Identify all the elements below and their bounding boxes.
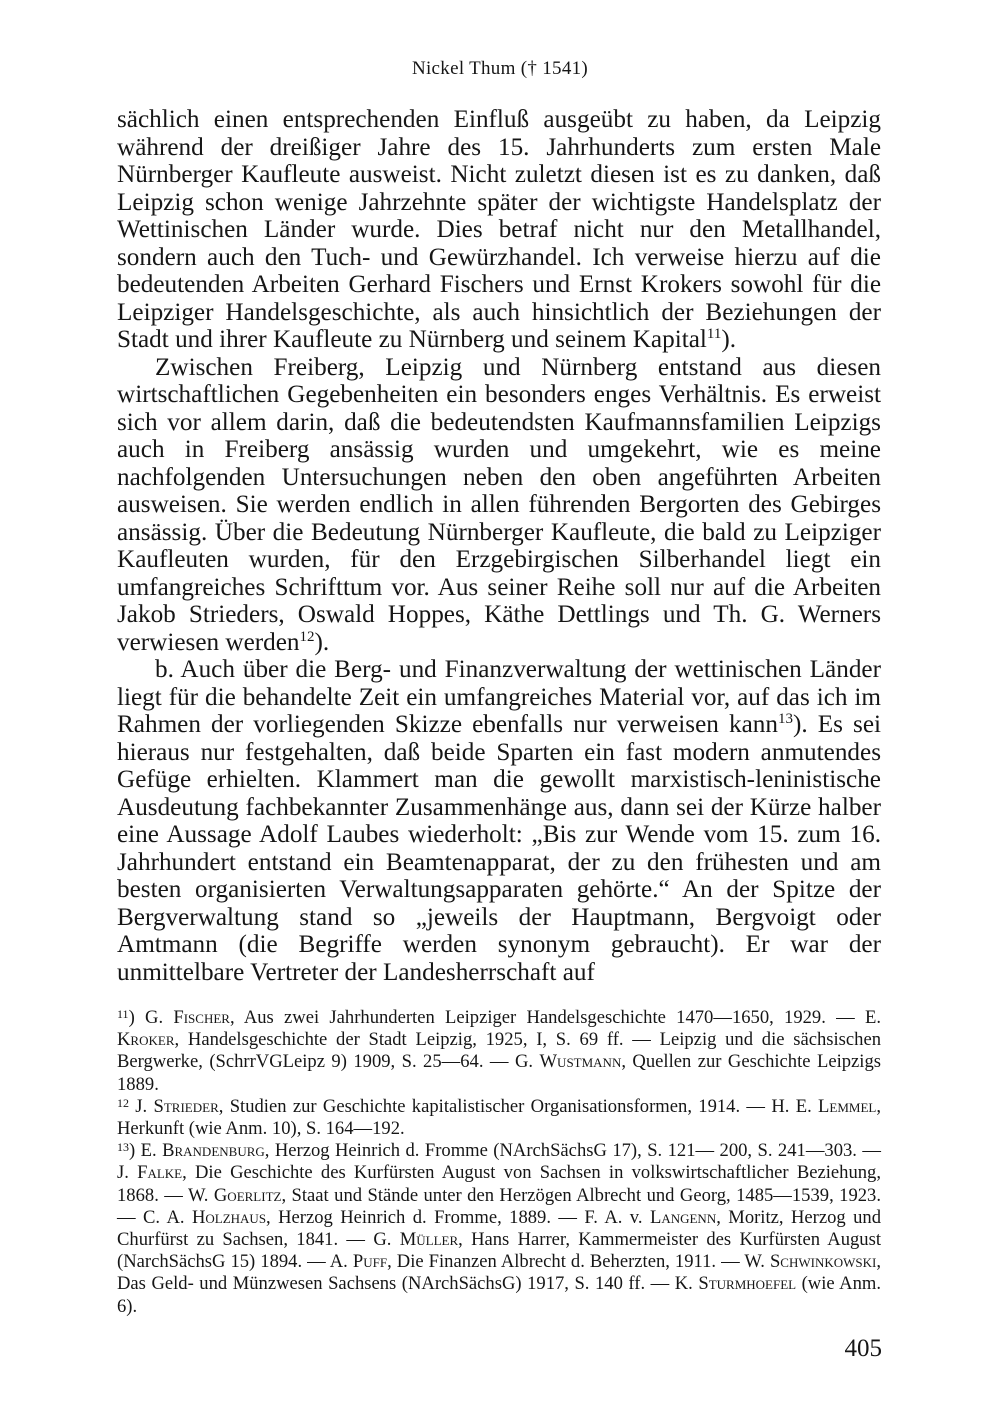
running-header: Nickel Thum († 1541) [411, 58, 589, 79]
paragraph-3 [117, 656, 881, 986]
footnote-12-mark: 12 [117, 1095, 129, 1110]
footnote-text: (wie Anm. 6). [117, 1273, 881, 1317]
footnotes [117, 1007, 881, 1318]
paragraph-2-text: Zwischen Freiberg, Leipzig und Nürnberg entstand aus diesen wirtschaftlichen Gegebenheiten ein besonders enges Verhältnis. Es erweist sich vor allem darin, daß die bedeutendsten Kaufmannsfamilien Leipzigs auch in Freiberg ansässig wurden und umgekehrt, wie es meine nachfolgenden Untersuchungen neben den oben angeführten Arbeiten ausweisen. Sie werden endlich in allen führenden Bergorten des Gebirges ansässig. Über die Bedeutung Nürnberger Kaufleute, die bald zu Leipziger Kaufleuten wurden, für den Erzgebirgischen Silberhandel liegt ein umfangreiches Schrifttum vor. Aus seiner Reihe soll nur auf die Arbeiten Jakob Strieders, Oswald Hoppes, Käthe Dettlings und Th. G. Werners verwiesen werden [117, 353, 881, 656]
footnote-ref-12: 12 [299, 628, 315, 645]
page-number: 405 [844, 1335, 882, 1362]
author-name: Puff [352, 1251, 388, 1273]
author-name: Wustmann [539, 1051, 622, 1073]
paragraph-1-tail: ). [721, 326, 737, 353]
footnote-text: , Studien zur Geschichte kapitalistischer Organisationsformen, 1914. — H. E. [218, 1095, 819, 1117]
footnote-text: , Die Geschichte des Kurfürsten August von Sachsen in volkswirtschaftlicher Beziehung, 1868. — W. [117, 1162, 881, 1206]
author-name: Goerlitz [213, 1184, 282, 1206]
footnote-text: G. [145, 1007, 174, 1028]
footnote-text: , Das Geld- und Münzwesen Sachsens (NArchSächsG) 1917, S. 140 ff. — K. [117, 1251, 881, 1295]
footnote-text: , Herkunft (wie Anm. 10), S. 164—192. [117, 1095, 881, 1140]
footnote-13-mark: 13 [117, 1140, 129, 1155]
footnote-text: , Herzog Heinrich d. Fromme (NArchSächsG 17), S. 121— 200, S. 241—303. — J. [117, 1140, 881, 1184]
author-name: Kroker [117, 1029, 175, 1051]
footnote-13 [117, 1140, 881, 1318]
footnote-11-mark-tail: ) [128, 1007, 135, 1028]
footnote-text: , Herzog Heinrich d. Fromme, 1889. — F. A. v. [266, 1206, 650, 1228]
paragraph-2 [117, 354, 881, 657]
footnote-text: , Die Finanzen Albrecht d. Beherzten, 1911. — W. [387, 1251, 770, 1273]
main-text [117, 106, 881, 986]
author-name: Fischer [173, 1007, 230, 1028]
author-name: Langenn [649, 1206, 717, 1228]
footnote-11 [117, 1007, 881, 1096]
paragraph-3-text-b: ). Es sei hieraus nur festgehalten, daß beide Sparten ein fast modern anmutendes Gefüge erhielten. Klammert man die gewollt marxistisch-leninistische Ausdeutung fachbekannter Zusammenhänge aus, dann sei der Kürze halber eine Aussage Adolf Laubes wiederholt: „Bis zur Wende vom 15. zum 16. Jahrhundert entstand ein Beamtenapparat, der zu den frühesten und am besten organisierten Verwaltungsapparaten gehörte.“ An der Spitze der Bergverwaltung stand so „jeweils der Hauptmann, Bergvoigt oder Amtmann (die Begriffe werden synonym gebraucht). Er war der unmittelbare Vertreter der Landesherrschaft auf [117, 711, 881, 986]
footnote-text: E. [135, 1140, 163, 1162]
author-name: Brandenburg [162, 1140, 265, 1162]
paragraph-2-tail: ). [314, 628, 330, 656]
footnote-12 [117, 1096, 881, 1140]
footnote-text: , Aus zwei Jahrhunderten Leipziger Handelsgeschichte 1470—1650, 1929. — E. [229, 1007, 881, 1028]
footnote-text: J. [129, 1095, 154, 1117]
author-name: Falke [137, 1162, 183, 1184]
author-name: Strieder [153, 1095, 219, 1117]
paragraph-1-text: sächlich einen entsprechenden Einfluß ausgeübt zu haben, da Leipzig während der dreißiger Jahre des 15. Jahrhunderts zum ersten Male Nürnberger Kaufleute ausweist. Nicht zuletzt diesen ist es zu danken, daß Leipzig schon wenige Jahrzehnte später der wichtigste Handelsplatz der Wettinischen Länder wurde. Dies betraf nicht nur den Metallhandel, sondern auch den Tuch- und Gewürzhandel. Ich verweise hierzu auf die bedeutenden Arbeiten Gerhard Fischers und Ernst Krokers sowohl für die Leipziger Handelsgeschichte, als auch hinsichtlich der Beziehungen der Stadt und ihrer Kaufleute zu Nürnberg und seinem Kapital [117, 106, 881, 353]
footnote-11-mark: 11 [117, 1007, 129, 1021]
footnote-text: , Quellen zur Geschichte Leipzigs 1889. [117, 1051, 881, 1095]
author-name: Schwinkowski [769, 1251, 877, 1273]
paragraph-3-text-a: b. Auch über die Berg- und Finanzverwaltung der wettinischen Länder liegt für die behandelte Zeit ein umfangreiches Material vor, auf das ich im Rahmen der vorliegenden Skizze ebenfalls nur verweisen kann [117, 656, 881, 738]
footnote-13-mark-tail: ) [129, 1140, 136, 1162]
author-name: Sturmhoefel [698, 1273, 797, 1295]
footnote-ref-13: 13 [777, 711, 793, 727]
author-name: Müller [399, 1229, 459, 1251]
footnote-text: , Handelsgeschichte der Stadt Leipzig, 1925, I, S. 69 ff. — Leipzig und die sächsischen Bergwerke, (SchrrVGLeipz 9) 1909, S. 25—64. — G. [117, 1029, 881, 1073]
footnote-text: , Moritz, Herzog und Churfürst zu Sachsen, 1841. — G. [117, 1206, 881, 1251]
author-name: Lemmel [818, 1095, 877, 1117]
author-name: Holzhaus [191, 1206, 267, 1228]
paragraph-1 [117, 106, 881, 354]
footnote-text: , Hans Harrer, Kammermeister des Kurfürsten August (NarchSächsG 15) 1894. — A. [117, 1229, 881, 1273]
footnote-ref-11: 11 [706, 326, 722, 342]
footnote-text: , Staat und Stände unter den Herzögen Albrecht und Georg, 1485—1539, 1923. — C. A. [117, 1184, 881, 1228]
